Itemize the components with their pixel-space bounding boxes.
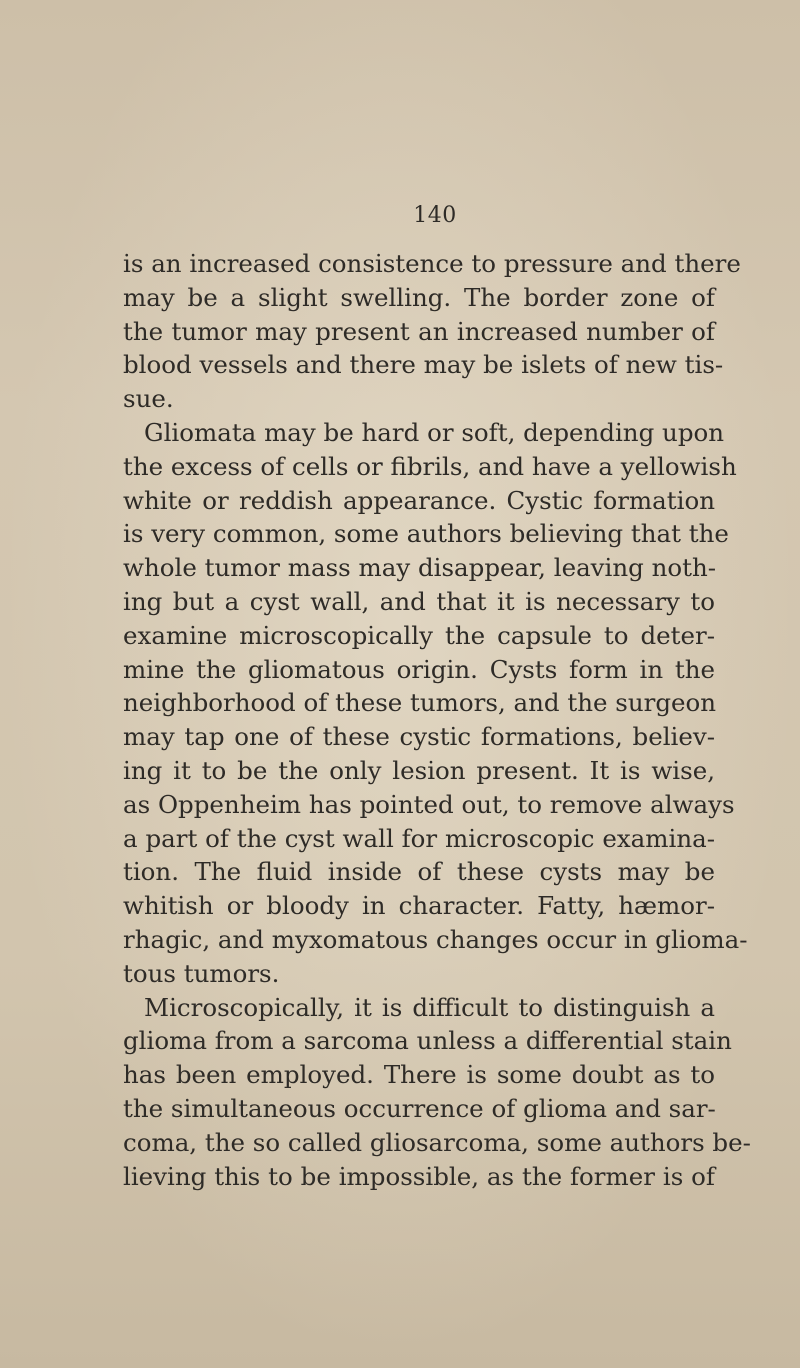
text-line: may tap one of these cystic formations, believ- xyxy=(123,722,715,752)
text-line: is an increased consistence to pressure and there xyxy=(123,249,741,278)
text-line: Gliomata may be hard or soft, depending upon xyxy=(144,417,725,447)
text-line: sue. xyxy=(123,384,174,414)
text-line: tous tumors. xyxy=(123,958,280,988)
text-line: blood vessels and there may be islets of new tis- xyxy=(123,350,724,380)
text-line: examine microscopically the capsule to deter- xyxy=(123,620,715,650)
text-line: as Oppenheim has pointed out, to remove always xyxy=(123,789,735,819)
text-line: has been employed. There is some doubt as to xyxy=(123,1060,715,1090)
text-line: whole tumor mass may disappear, leaving noth- xyxy=(123,553,717,583)
text-line: the tumor may present an increased number of xyxy=(123,316,715,346)
body-text xyxy=(123,247,751,1193)
text-line: the simultaneous occurrence of glioma and sar- xyxy=(123,1093,716,1123)
page-number: 140 xyxy=(413,203,457,228)
text-line: a part of the cyst wall for microscopic examina- xyxy=(123,823,715,853)
text-line: whitish or bloody in character. Fatty, hæmor- xyxy=(123,891,715,921)
text-line: neighborhood of these tumors, and the surgeon xyxy=(123,688,717,718)
text-line: coma, the so called gliosarcoma, some authors be- xyxy=(123,1127,751,1157)
text-line: the excess of cells or fibrils, and have a yellowish xyxy=(123,451,737,481)
text-line: rhagic, and myxomatous changes occur in glioma- xyxy=(123,924,748,954)
text-line: Microscopically, it is difficult to distinguish a xyxy=(144,992,715,1022)
text-line: white or reddish appearance. Cystic formation xyxy=(123,485,715,515)
text-line: may be a slight swelling. The border zone of xyxy=(123,282,715,312)
text-line: is very common, some authors believing that the xyxy=(123,519,729,549)
text-line: ing it to be the only lesion present. It is wise, xyxy=(123,755,715,785)
text-line: tion. The fluid inside of these cysts may be xyxy=(123,857,715,887)
text-line: mine the gliomatous origin. Cysts form in the xyxy=(123,654,715,684)
text-line: lieving this to be impossible, as the former is of xyxy=(123,1161,715,1191)
text-line: ing but a cyst wall, and that it is necessary to xyxy=(123,586,715,616)
text-line: glioma from a sarcoma unless a differential stain xyxy=(123,1026,732,1056)
